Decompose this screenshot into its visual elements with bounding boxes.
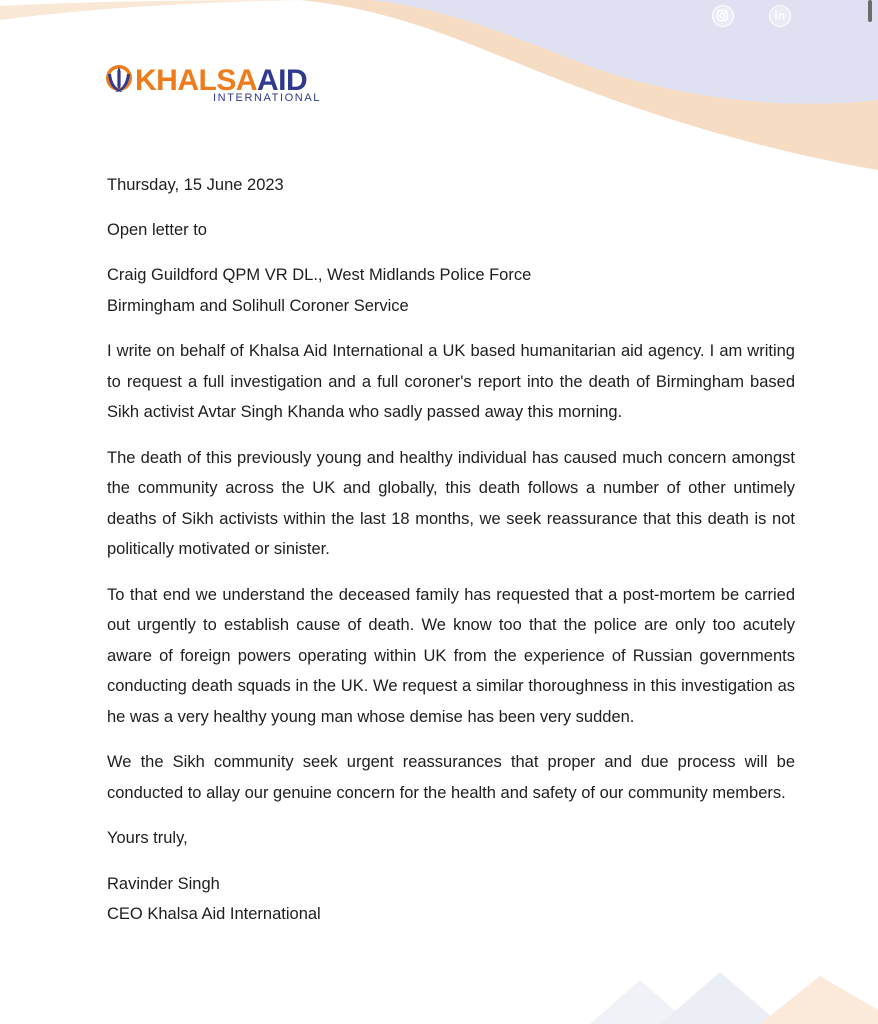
logo-word-khalsa: KHALSA xyxy=(135,64,257,97)
paragraph-3: To that end we understand the deceased family has requested that a post-mortem be carried out urgently to establish cause of death. We know too that the police are only too acutely aware of foreign powers operating within UK from the experience of Russian governments conducting death squads in the UK. We request a similar thoroughness in this investigation as he was a very healthy young man whose demise has been very sudden. xyxy=(107,585,795,726)
logo-subtitle: INTERNATIONAL xyxy=(213,92,321,104)
signatory-name: Ravinder Singh xyxy=(107,874,220,893)
letter-closing: Yours truly, xyxy=(107,829,188,847)
linkedin-icon[interactable] xyxy=(769,5,791,27)
recipient-line-2: Birmingham and Solihull Coroner Service xyxy=(107,296,409,315)
khalsa-aid-logo xyxy=(103,62,343,106)
scroll-indicator xyxy=(868,0,872,22)
letter-salutation: Open letter to xyxy=(107,220,207,239)
signatory-title: CEO Khalsa Aid International xyxy=(107,905,321,923)
peach-wave-lower xyxy=(0,0,330,20)
khanda-emblem-icon xyxy=(103,62,135,98)
paragraph-4: We the Sikh community seek urgent reassurances that proper and due process will be conducted to allay our genuine concern for the health and safety of our community members. xyxy=(107,753,795,802)
logo-word-aid: AID xyxy=(257,64,308,97)
instagram-icon[interactable] xyxy=(712,5,734,27)
recipient-line-1: Craig Guildford QPM VR DL., West Midlands Police Force xyxy=(107,266,532,284)
paragraph-1: I write on behalf of Khalsa Aid International a UK based humanitarian aid agency. I am writing to request a full investigation and a full coroner's report into the death of Birmingham based Sikh activist Avtar Singh Khanda who sadly passed away this morning. xyxy=(107,342,795,421)
letter-date: Thursday, 15 June 2023 xyxy=(107,176,284,194)
footer-decoration xyxy=(0,900,878,1024)
letter-body xyxy=(107,170,795,930)
paragraph-2: The death of this previously young and healthy individual has caused much concern amongst the community across the UK and globally, this death follows a number of other untimely deaths of Sikh activists within the last 18 months, we seek reassurance that this death is not politically motivated or sinister. xyxy=(107,448,795,558)
